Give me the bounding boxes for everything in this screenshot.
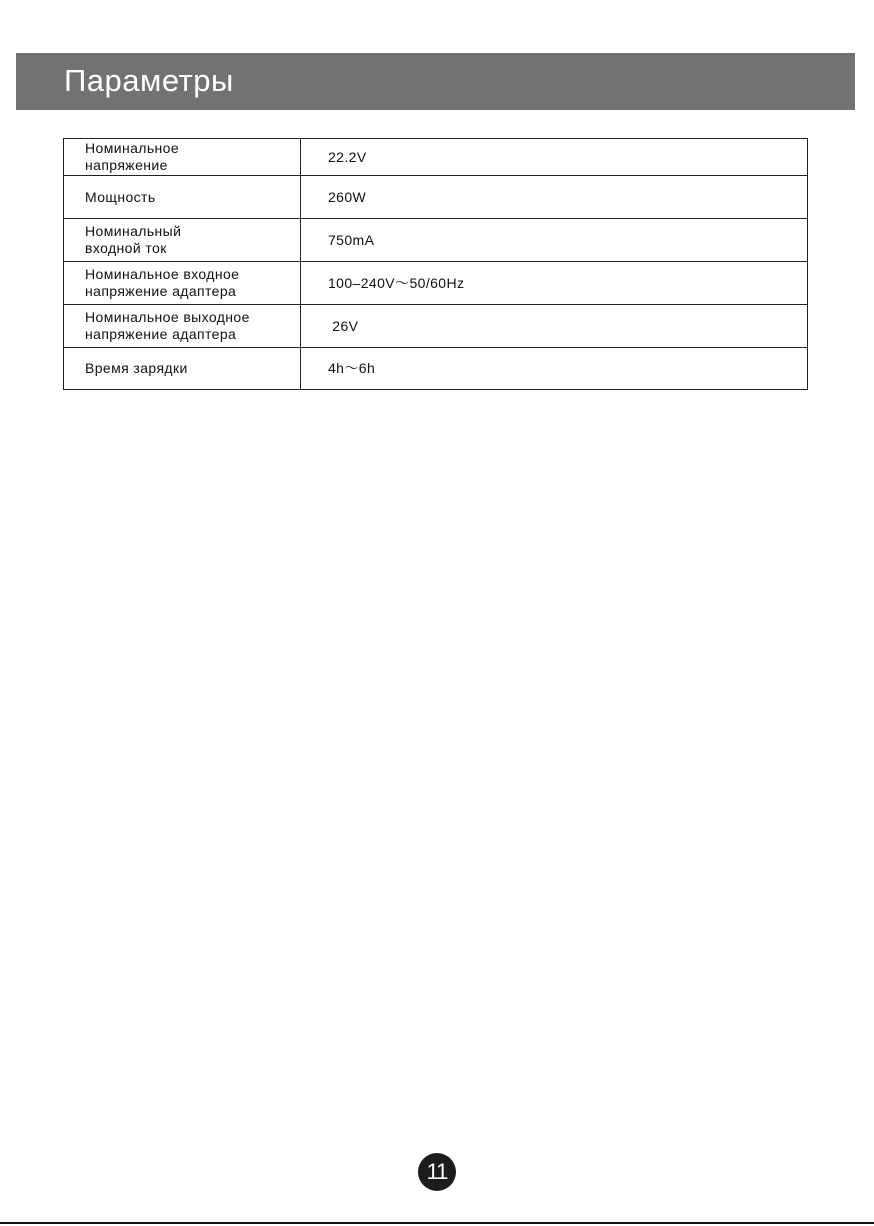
- table-row: [64, 262, 808, 305]
- page-number-badge: 11: [418, 1153, 456, 1191]
- param-value: 750mA: [328, 231, 375, 248]
- param-label-cell: [64, 305, 301, 348]
- section-title: Параметры: [64, 63, 234, 98]
- param-label: Номинальное выходное напряжение адаптера: [85, 309, 250, 342]
- table-row: [64, 139, 808, 176]
- table-row: [64, 219, 808, 262]
- param-value-cell: [301, 176, 808, 219]
- section-header-band: [16, 53, 855, 110]
- param-label: Номинальное напряжение: [85, 140, 180, 173]
- param-label: Номинальное входное напряжение адаптера: [85, 266, 240, 299]
- param-label-cell: [64, 139, 301, 176]
- param-value-cell: [301, 305, 808, 348]
- param-label: Номинальный входной ток: [85, 223, 182, 256]
- param-value-cell: [301, 139, 808, 176]
- param-label: Мощность: [85, 188, 156, 205]
- param-label-cell: [64, 219, 301, 262]
- specifications-table: [63, 138, 808, 390]
- param-label-cell: [64, 262, 301, 305]
- param-value-cell: [301, 262, 808, 305]
- param-value: 4h～6h: [328, 360, 376, 376]
- param-value: 22.2V: [328, 148, 367, 165]
- footer-divider: [0, 1222, 874, 1224]
- param-label-cell: [64, 348, 301, 390]
- table-row: [64, 348, 808, 390]
- table-row: [64, 305, 808, 348]
- param-value-cell: [301, 348, 808, 390]
- param-value: 260W: [328, 188, 367, 205]
- table-row: [64, 176, 808, 219]
- param-value: 100–240V～50/60Hz: [328, 274, 465, 291]
- param-label-cell: [64, 176, 301, 219]
- param-label: Время зарядки: [85, 360, 188, 376]
- param-value: 26V: [328, 317, 359, 334]
- param-value-cell: [301, 219, 808, 262]
